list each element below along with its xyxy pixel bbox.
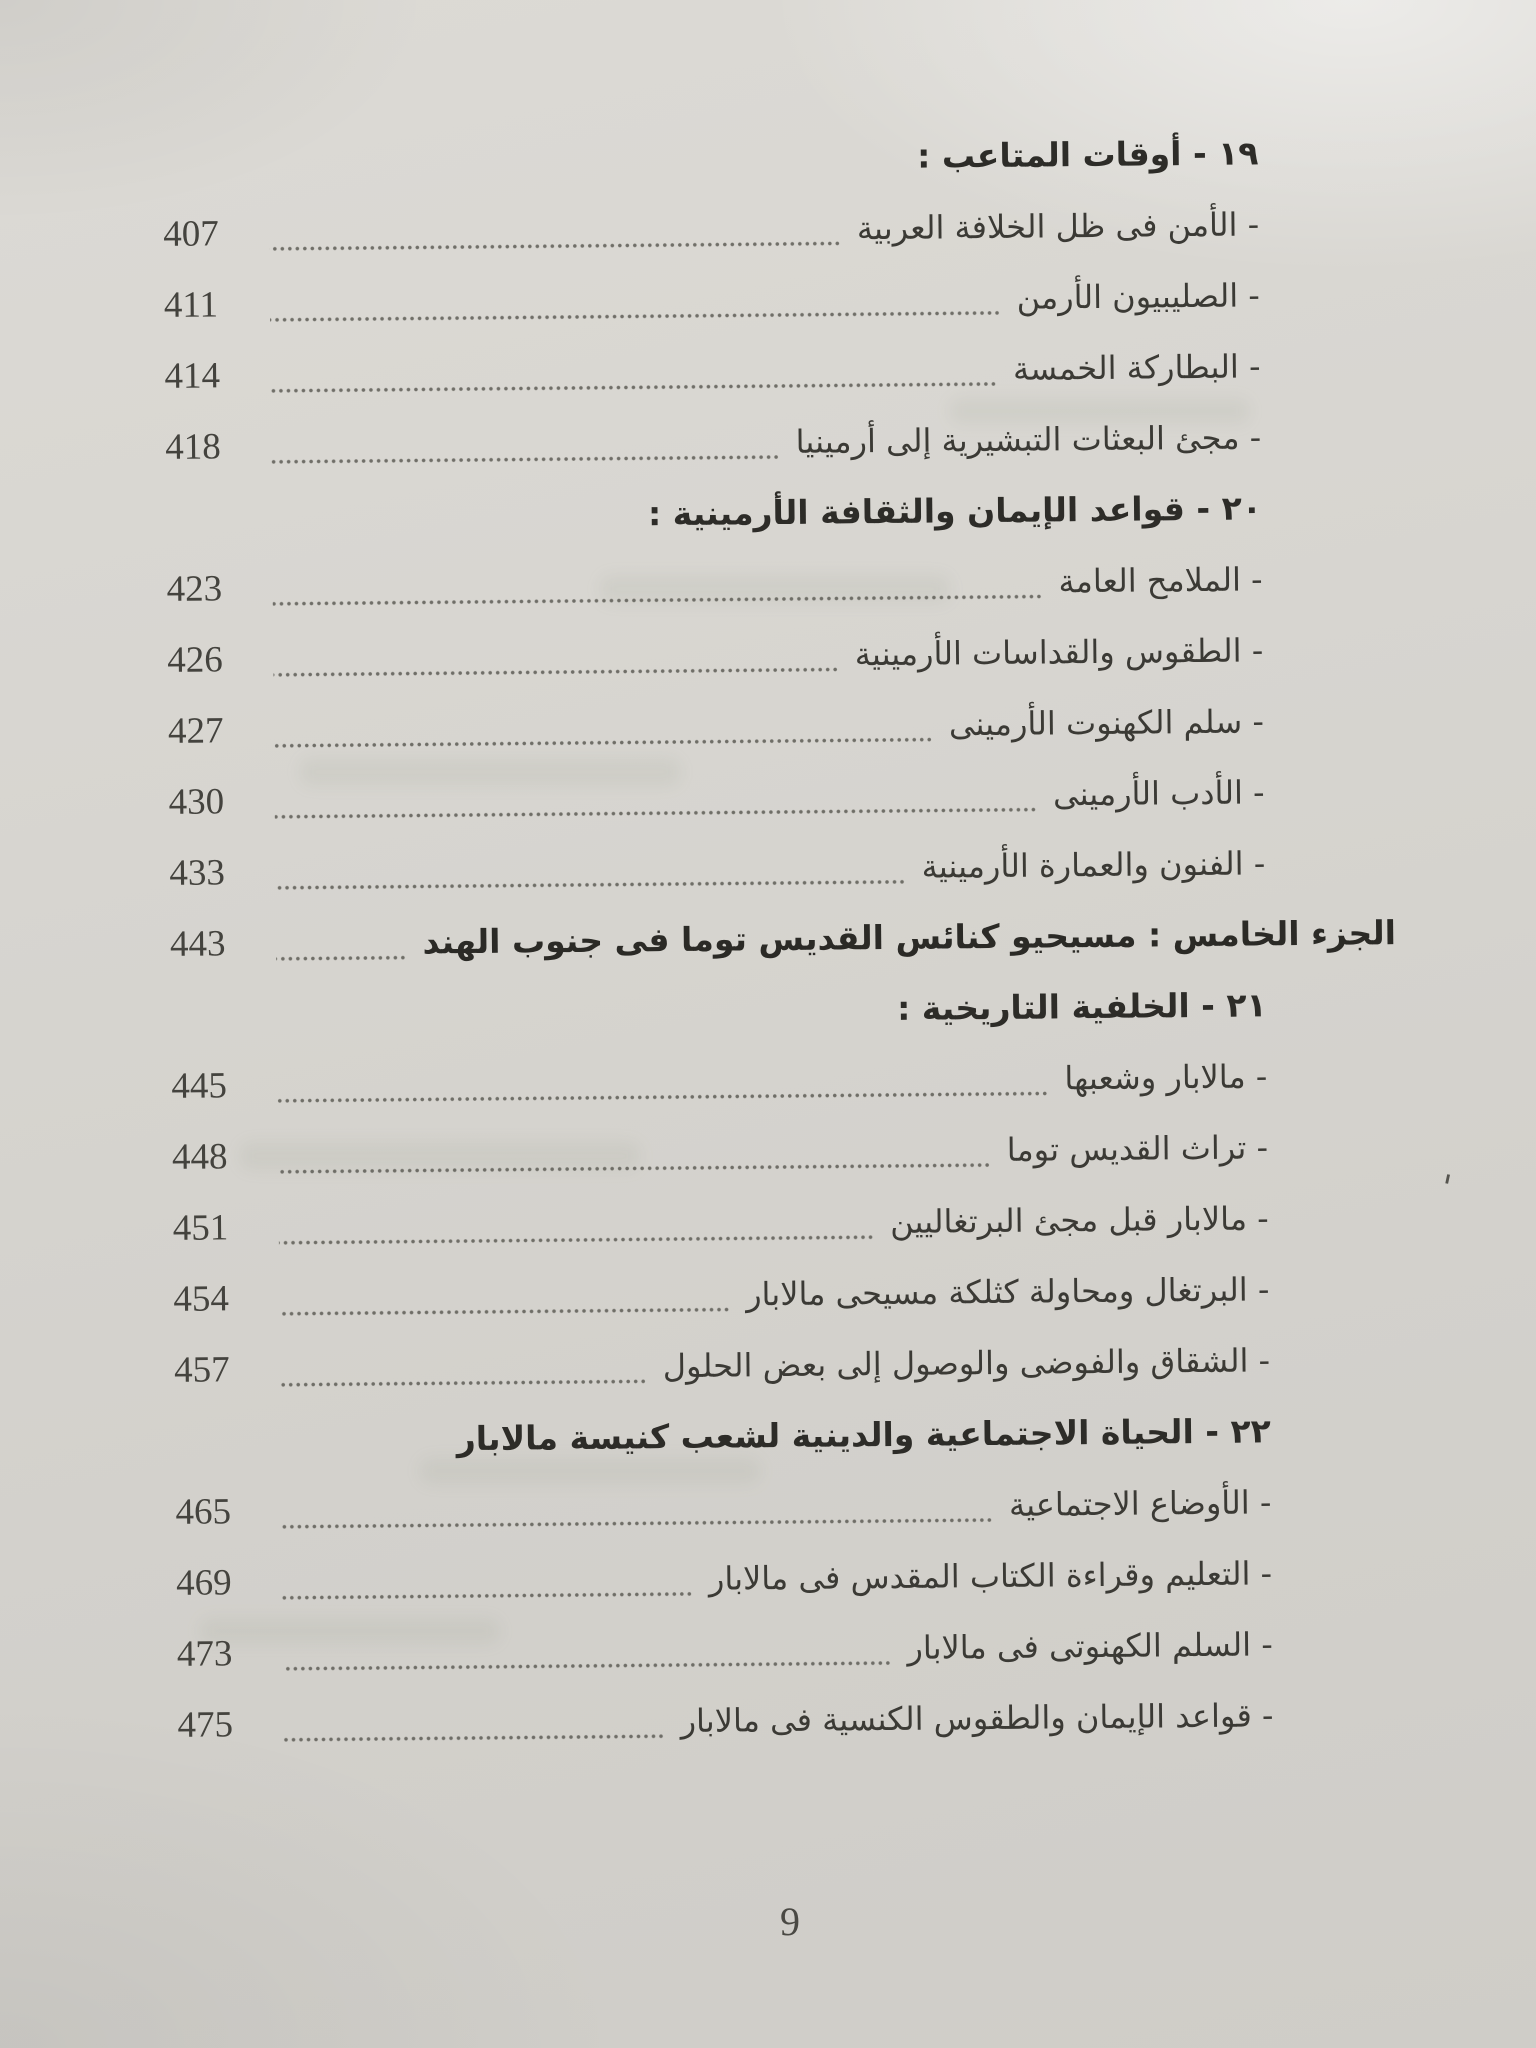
entry-page-number: 454	[173, 1278, 230, 1320]
dot-leader	[278, 1090, 1049, 1103]
toc-entry	[173, 1253, 1270, 1335]
toc-part-heading	[170, 897, 1397, 980]
dot-leader	[273, 593, 1043, 606]
chapter-title: ٢٠ - قواعد الإيمان والثقافة الأرمينية :	[647, 488, 1263, 534]
entry-page-number: 475	[177, 1704, 234, 1746]
entry-title: - السلم الكهنوتى فى مالابار	[907, 1624, 1273, 1667]
entry-page-number: 465	[175, 1491, 232, 1533]
dot-leader	[273, 666, 839, 677]
dot-leader	[276, 955, 407, 962]
entry-page-number: 451	[172, 1207, 229, 1249]
entry-title: - تراث القديس توما	[1006, 1127, 1269, 1169]
entry-page-number: 457	[173, 1349, 230, 1391]
entry-title: - مالابار وشعبها	[1064, 1056, 1268, 1097]
toc-entry	[177, 1608, 1274, 1690]
entry-page-number: 433	[169, 852, 226, 894]
toc-entry	[168, 756, 1265, 838]
toc-chapter-heading	[170, 969, 1267, 1051]
entry-page-number: 443	[169, 923, 226, 965]
toc-entry	[166, 543, 1263, 625]
toc-entry	[169, 827, 1266, 909]
entry-page-number: 423	[166, 568, 223, 610]
toc-chapter-heading	[162, 117, 1259, 199]
entry-title: - الأوضاع الاجتماعية	[1008, 1482, 1272, 1524]
entry-title: - البطاركة الخمسة	[1012, 346, 1261, 388]
toc-entry	[163, 188, 1260, 270]
entry-title: - الصليبيون الأرمن	[1016, 275, 1261, 317]
entry-page-number: 418	[165, 426, 221, 468]
entry-title: - الملامح العامة	[1058, 559, 1263, 600]
toc-entry	[167, 614, 1264, 696]
entry-title: - الأمن فى ظل الخلافة العربية	[856, 204, 1260, 247]
dot-leader	[280, 1307, 731, 1317]
entry-title: - الفنون والعمارة الأرمينية	[921, 843, 1266, 886]
chapter-title: ١٩ - أوقات المتاعب :	[917, 133, 1259, 176]
dot-leader	[280, 1378, 647, 1388]
dot-leader	[282, 1591, 693, 1601]
entry-page-number: 426	[167, 639, 223, 681]
entry-title: - التعليم وقراءة الكتاب المقدس فى مالابار	[708, 1553, 1273, 1598]
toc-entry	[164, 330, 1261, 412]
toc-entry	[168, 685, 1265, 767]
dot-leader	[278, 1162, 991, 1175]
entry-page-number: 445	[171, 1065, 228, 1107]
toc-entry	[177, 1679, 1274, 1761]
entry-page-number: 411	[163, 284, 219, 326]
dot-leader	[269, 240, 841, 251]
entry-title: - مجئ البعثات التبشيرية إلى أرمينيا	[795, 417, 1262, 461]
entry-title: - الطقوس والقداسات الأرمينية	[854, 630, 1264, 673]
dot-leader	[283, 1660, 892, 1672]
entry-title: - الأدب الأرمينى	[1052, 772, 1265, 813]
marginal-ink-mark: '	[1436, 1167, 1455, 1209]
part-title: الجزء الخامس : مسيحيو كنائس القديس توما فى جنوب الهند	[422, 913, 1397, 962]
entry-title: - سلم الكهنوت الأرمينى	[948, 701, 1265, 743]
entry-page-number: 473	[176, 1633, 233, 1675]
toc-entry	[172, 1111, 1269, 1193]
dot-leader	[271, 381, 997, 394]
entry-page-number: 430	[168, 781, 225, 823]
toc-entry	[176, 1537, 1273, 1619]
toc-chapter-heading	[174, 1395, 1271, 1477]
entry-page-number: 469	[175, 1562, 232, 1604]
page-number: 9	[780, 1899, 800, 1944]
dot-leader	[275, 879, 905, 891]
entry-title: - مالابار قبل مجئ البرتغاليين	[889, 1198, 1269, 1241]
entry-page-number: 407	[163, 213, 219, 255]
entry-title: - البرتغال ومحاولة كثلكة مسيحى مالابار	[745, 1269, 1270, 1313]
table-of-contents	[162, 116, 1404, 1761]
toc-entry	[171, 1040, 1268, 1122]
entry-page-number: 427	[167, 710, 224, 752]
dot-leader	[279, 1234, 874, 1246]
dot-leader	[274, 737, 933, 749]
toc-entry	[164, 259, 1261, 341]
dot-leader	[270, 310, 1001, 323]
dot-leader	[284, 1733, 665, 1743]
entry-title: - قواعد الإيمان والطقوس الكنسية فى مالابار	[680, 1695, 1274, 1740]
dot-leader	[275, 807, 1037, 820]
toc-entry	[175, 1466, 1272, 1548]
dot-leader	[271, 454, 780, 465]
dot-leader	[282, 1517, 994, 1530]
toc-entry	[172, 1182, 1269, 1264]
toc-entry	[165, 401, 1262, 483]
entry-page-number: 414	[164, 355, 221, 397]
toc-chapter-heading	[166, 472, 1263, 554]
chapter-title: ٢٢ - الحياة الاجتماعية والدينية لشعب كنيسة مالابار	[456, 1411, 1271, 1459]
chapter-title: ٢١ - الخلفية التاريخية :	[896, 985, 1267, 1028]
entry-title: - الشقاق والفوضى والوصول إلى بعض الحلول	[662, 1340, 1271, 1385]
toc-entry	[174, 1324, 1271, 1406]
entry-page-number: 448	[171, 1136, 228, 1178]
